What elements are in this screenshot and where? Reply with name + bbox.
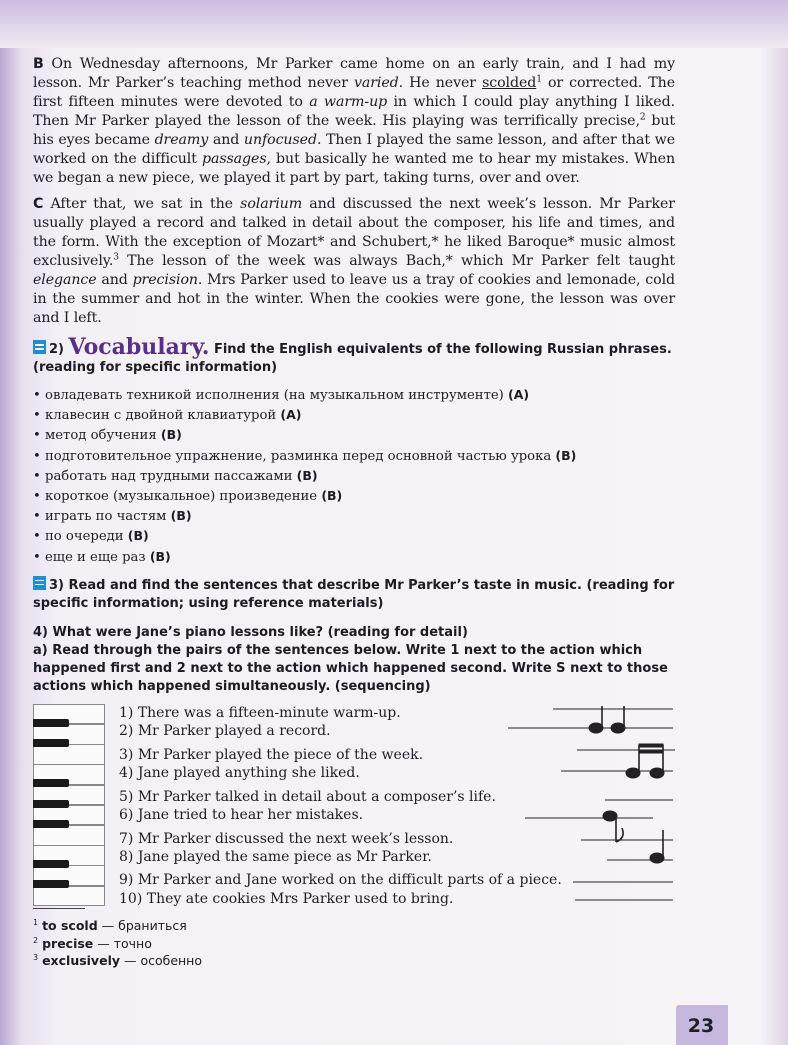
music-notes-illustration — [33, 704, 675, 908]
bullet: • — [33, 489, 41, 505]
bullet: • — [33, 388, 41, 403]
vocabulary-item: • метод обучения (B) — [33, 425, 675, 445]
footnotes — [33, 908, 333, 970]
footnote: $^1$ to scold — браниться — [33, 917, 187, 933]
paragraph-letter: C — [33, 196, 44, 212]
footnote: $^3$ exclusively — особенно — [33, 952, 203, 968]
vocabulary-item: • играть по частям (B) — [33, 506, 675, 526]
vocabulary-item: • работать над трудными пассажами (B) — [33, 466, 675, 486]
page-number: 23 — [687, 1015, 715, 1037]
sequence-sentence: 7) Mr Parker discussed the next week’s lesson. — [119, 830, 454, 847]
task-3: 3) Read and find the sentences that describe Mr Parker’s taste in music. (reading for specific information; using reference materials) — [33, 577, 675, 611]
bullet: • — [33, 529, 41, 545]
book-icon — [33, 340, 46, 354]
sequence-sentence: 9) Mr Parker and Jane worked on the difficult parts of a piece. — [119, 872, 562, 889]
vocabulary-item: • клавесин с двойной клавиатурой (A) — [33, 405, 675, 425]
vocabulary-item: • овладевать техникой исполнения (на музыкальном инструменте) (A) — [33, 385, 675, 405]
vocabulary-item: • подготовительное упражнение, разминка перед основной частью урока (B) — [33, 446, 675, 466]
footnote-ref: 3 — [113, 252, 119, 263]
sequencing-exercise — [33, 704, 675, 908]
sequence-sentence: 1) There was a fifteen-minute warm-up. — [119, 704, 401, 721]
vocabulary-list — [33, 385, 675, 567]
bullet: • — [33, 509, 41, 525]
vocabulary-item: • еще и еще раз (B) — [33, 547, 675, 567]
footnote: $^2$ precise — точно — [33, 935, 152, 951]
footnote-ref: 2 — [639, 112, 646, 123]
paragraph-letter: B — [33, 56, 44, 72]
sequence-sentence: 3) Mr Parker played the piece of the week. — [119, 746, 424, 763]
vocabulary-item: • короткое (музыкальное) произведение (B) — [33, 486, 675, 506]
task-4-instruction: a) Read through the pairs of the sentences below. Write 1 next to the action which happened first and 2 next to the action which happened second. Write S next to those actions which happened simultaneously. (sequencing) — [33, 642, 668, 694]
task-instruction: Find the English equivalents of the following Russian phrases. (reading for specific information) — [33, 342, 672, 375]
book-icon — [33, 576, 46, 590]
footnote-ref: 1 — [536, 74, 542, 85]
bullet: • — [33, 468, 41, 484]
task-4-title: 4) What were Jane’s piano lessons like? (reading for detail) — [33, 624, 468, 640]
sequence-sentence: 5) Mr Parker talked in detail about a composer’s life. — [119, 788, 496, 805]
paragraph-c: C After that, we sat in the solarium and discussed the next week’s lesson. Mr Parker usually played a record and talked in detail about the composer, his life and times, and the form. With the exception of Mozart* and Schubert,* he liked Baroque* music almost exclusively.$^3$ The lesson of the week was always Bach,* which Mr Parker felt taught elegance and precision. Mrs Parker used to leave us a tray of cookies and lemonade, cold in the summer and hot in the winter. When the cookies were gone, the lesson was over and I left. — [33, 196, 675, 326]
top-band — [0, 0, 788, 48]
sequence-sentence: 2) Mr Parker played a record. — [119, 723, 331, 740]
bullet: • — [33, 448, 41, 464]
page-content — [33, 55, 675, 908]
sequence-sentence: 4) Jane played anything she liked. — [119, 764, 360, 781]
vocabulary-item: • по очереди (B) — [33, 526, 675, 546]
bullet: • — [33, 408, 41, 424]
footnote-divider — [33, 908, 85, 909]
sequence-sentence: 8) Jane played the same piece as Mr Parker. — [119, 848, 432, 865]
bullet: • — [33, 428, 41, 444]
sequence-sentence: 6) Jane tried to hear her mistakes. — [119, 806, 364, 823]
sequence-sentence: 10) They ate cookies Mrs Parker used to bring. — [119, 890, 454, 907]
bullet: • — [33, 549, 41, 565]
vocabulary-title: Vocabulary. — [68, 334, 210, 360]
paragraph-b: B On Wednesday afternoons, Mr Parker came home on an early train, and I had my lesson. Mr Parker’s teaching method never varied. He never scolded$^1$ or corrected. The first fifteen minutes were devoted to a warm-up in which I could play anything I liked. Then Mr Parker played the lesson of the week. His playing was terrifically precise,$^2$ but his eyes became dreamy and unfocused. Then I played the same lesson, and after that we worked on the difficult passages, but basically he wanted me to hear my mistakes. When we began a new piece, we played it part by part, taking turns, over and over. — [33, 56, 675, 186]
task-2: 2) Vocabulary. Find the English equivalents of the following Russian phrases. (reading for specific information) • овладевать техникой исполнения (на музыкальном инструменте) (A) • клавесин с двойной клавиатурой (A) • метод обучения (B) • подготовительное упражнение, разминка перед основной частью урока (B) • работать над трудными пассажами (B) • короткое (музыкальное) произведение (B) • играть по частям (B) • по очереди (B) • еще и еще раз (B) — [33, 338, 675, 567]
